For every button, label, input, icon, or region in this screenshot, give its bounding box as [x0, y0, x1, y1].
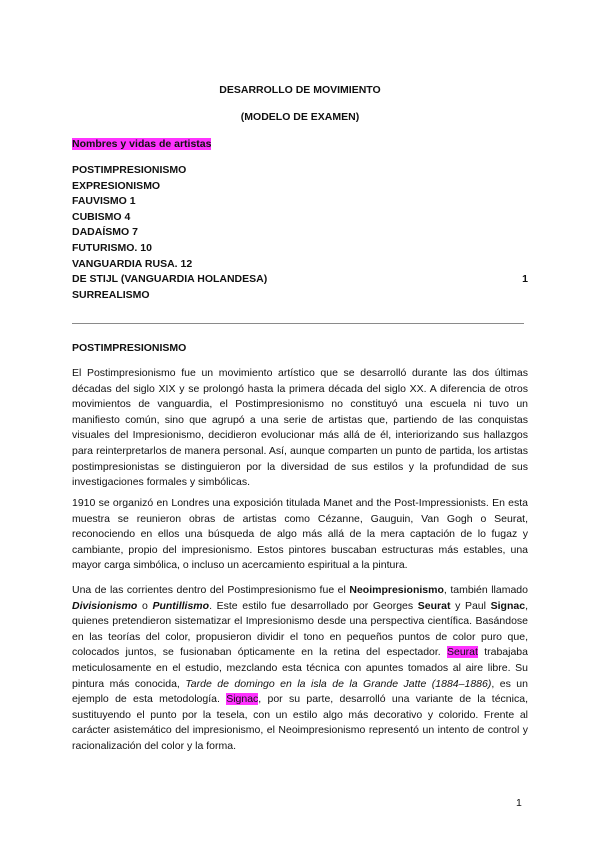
paragraph: 1910 se organizó en Londres una exposición titulada Manet and the Post-Impressionists. En esta muestra se reunieron obras de artistas como Cézanne, Gauguin, Van Gogh o Seurat, reconociendo en ellos una búsqueda de algo más allá de la mera captación de lo fugaz y cambiante, propio del impresionismo. Estos pintores buscaban estructuras más estables, una mayor carga simbólica, o incluso un acercamiento espiritual a la pintura.: [72, 497, 528, 572]
bold-term: Signac: [490, 599, 526, 612]
toc-entry[interactable]: [72, 257, 528, 273]
text-run: o: [137, 599, 153, 612]
section-label: [72, 138, 211, 150]
text-run: Una de las corrientes dentro del Postimpresionismo fue el: [72, 584, 350, 596]
table-of-contents: [72, 163, 528, 303]
toc-entry-label: FUTURISMO. 10: [72, 241, 152, 254]
toc-entry-label: SURREALISMO: [72, 288, 150, 301]
text-run: . Este estilo fue desarrollado por Georges: [209, 599, 418, 612]
text-run: y Paul: [450, 599, 491, 612]
paragraph: El Postimpresionismo fue un movimiento artístico que se desarrolló durante las dos últimas décadas del siglo XIX y se prolongó hasta la primera década del siglo XX. A diferencia de otros movimientos de vanguardia, el Postimpresionismo no constituyó una escuela ni tuvo un manifiesto común, sino que agrupó a una serie de artistas que, partiendo de las conquistas visuales del Impresionismo, decidieron evolucionar más allá de él, interiorizando sus hallazgos para reinterpretarlos de manera personal. Así, aunque comparten un punto de partida, los artistas postimpresionistas se distinguieron por la diversidad de sus estilos y la profundidad de sus investigaciones formales y simbólicas.: [72, 367, 528, 489]
toc-entry-label: DE STIJL (VANGUARDIA HOLANDESA): [72, 273, 268, 286]
text-run: , quienes pretendieron sistematizar el Impresionismo desde una perspectiva científica. Basándose en las teorías del color, propusieron dividir el tono en pequeños puntos de color puro que, colocados juntos, se fusionaban ópticamente en la retina del espectador.: [72, 599, 528, 659]
toc-entry[interactable]: [72, 163, 528, 179]
page-number: 1: [516, 797, 522, 809]
bold-term: Seurat: [417, 599, 451, 612]
text-run: , es un ejemplo de esta metodología.: [72, 677, 528, 706]
highlighted-section-label: Nombres y vidas de artistas: [72, 138, 212, 150]
bold-term: Neoimpresionismo: [349, 584, 444, 596]
toc-entry-label: VANGUARDIA RUSA. 12: [72, 257, 193, 270]
paragraph: [72, 583, 528, 755]
toc-entry-label: POSTIMPRESIONISMO: [72, 164, 187, 176]
highlighted-name: Signac: [226, 693, 259, 706]
horizontal-divider: [72, 323, 524, 324]
text-run: , por su parte, desarrolló una variante de la técnica, sustituyendo el punto por la tesela, con un estilo algo más decorativo y colorido. Frente al carácter asistemático del impresionismo, el Neoimpresionismo representó un intento de control y racionalización del color y la forma.: [72, 693, 528, 752]
toc-entry[interactable]: [72, 288, 528, 304]
text-run: trabajaba meticulosamente en el estudio, mezclando esta técnica con apuntes tomados al aire libre. Su pintura más conocida,: [72, 646, 528, 690]
toc-entry-label: DADAÍSMO 7: [72, 226, 138, 239]
toc-entry-page: 1: [522, 273, 528, 286]
toc-entry-label: CUBISMO 4: [72, 210, 131, 223]
highlighted-name: Seurat: [447, 646, 478, 659]
italic-artwork-title: Tarde de domingo en la isla de la Grande Jatte (1884–1886): [185, 677, 492, 690]
bold-italic-term: Divisionismo: [72, 599, 138, 612]
toc-entry[interactable]: [72, 241, 528, 257]
toc-entry-label: FAUVISMO 1: [72, 195, 136, 208]
text-run: , también llamado: [443, 584, 528, 596]
toc-entry[interactable]: [72, 179, 528, 195]
toc-entry[interactable]: [72, 194, 528, 210]
toc-entry[interactable]: [72, 272, 528, 288]
section-heading: POSTIMPRESIONISMO: [72, 342, 187, 354]
document-subtitle: (MODELO DE EXAMEN): [240, 111, 360, 123]
toc-entry-label: EXPRESIONISMO: [72, 179, 161, 192]
toc-entry[interactable]: [72, 225, 528, 241]
toc-entry[interactable]: [72, 210, 528, 226]
bold-italic-term: Puntillismo: [152, 599, 210, 612]
document-title: DESARROLLO DE MOVIMIENTO: [219, 84, 381, 96]
